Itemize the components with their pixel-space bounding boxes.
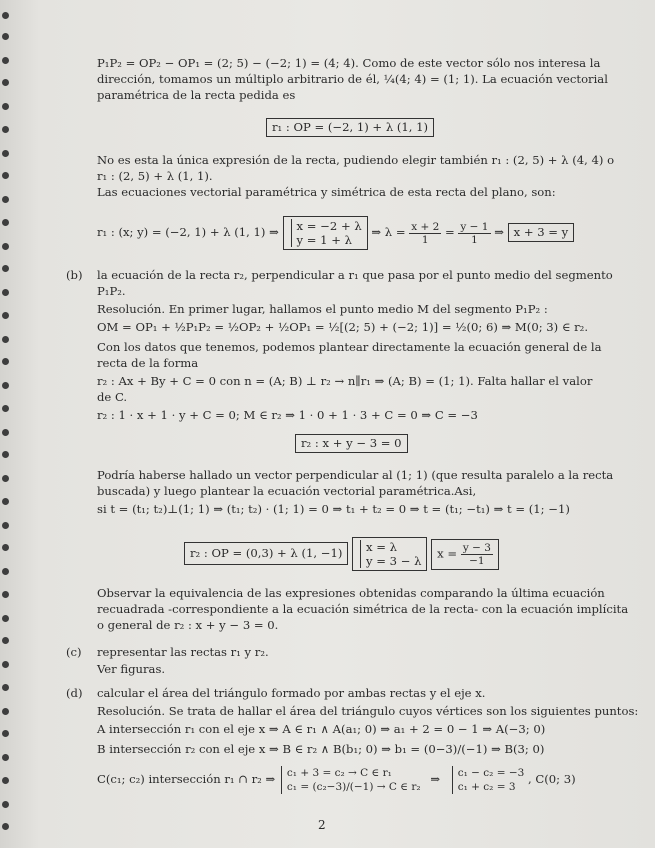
boxed-equation-r2 [295,434,408,453]
equation-line-c [97,766,576,794]
equation-part: r₁ : (x; y) = (−2, 1) + λ (1, 1) ⇒ [97,225,279,239]
equation-line-r2 [184,537,499,571]
system-row: x = −2 + λ [296,219,362,233]
fraction-denominator: −1 [469,554,485,567]
text-line: paramétrica de la recta pedida es [97,88,296,102]
equation-line-r1 [97,216,574,250]
equation-part: ⇒ λ = [371,225,406,239]
text-line: A intersección r₁ con el eje x ⇒ A ∈ r₁ ∧ A(a₁; 0) ⇒ a₁ + 2 = 0 − 1 ⇒ A(−3; 0) [97,722,546,736]
fraction-denominator: 1 [471,233,478,246]
text-line: OM = OP₁ + ½P₁P₂ = ½OP₂ + ½OP₁ = ½[(2; 5) + (−2; 1)] = ½(0; 6) ⇒ M(0; 3) ∈ r₂. [97,320,589,334]
text-line: o general de r₂ : x + y − 3 = 0. [97,618,279,632]
text-line: recta de la forma [97,356,199,370]
text-line: dirección, tomamos un múltiplo arbitrario de él, ¼(4; 4) = (1; 1). La ecuación vectorial [97,72,608,86]
system-row: y = 1 + λ [296,233,352,247]
equation-part: ⇒ [494,225,504,239]
system-row: c₁ + 3 = c₂ → C ∈ r₁ [286,767,392,779]
equation-part: ⇒ [430,772,441,786]
equation-box: x + 3 = y [508,223,575,242]
fraction [458,221,490,246]
text-line: representar las rectas r₁ y r₂. [97,645,269,659]
page-number: 2 [318,818,326,832]
text-line: r₁ : (2, 5) + λ (1, 1). [97,169,213,183]
text-line: si t = (t₁; t₂)⊥(1; 1) ⇒ (t₁; t₂) · (1; 1) = 0 ⇒ t₁ + t₂ = 0 ⇒ t = (t₁; −t₁) ⇒ t = (1; −1) [97,502,570,516]
text-line: de C. [97,390,128,404]
equation-system [291,219,362,247]
system-row: c₁ + c₂ = 3 [457,781,516,793]
text-line: r₂ : Ax + By + C = 0 con n = (A; B) ⊥ r₂ → n∥r₁ ⇒ (A; B) = (1; 1). Falta hallar el valor [97,374,593,388]
text-line: Con los datos que tenemos, podemos plantear directamente la ecuación general de la [97,340,602,354]
boxed-equation-r1 [266,118,434,137]
fraction-numerator: y − 1 [460,220,489,233]
system-row: c₁ = (c₂−3)/(−1) → C ∈ r₂ [286,781,421,793]
text-line: buscada) y luego plantear la ecuación vectorial paramétrica.Asi, [97,484,477,498]
equation-box [431,539,499,570]
part-label-d: (d) [66,686,83,700]
equation-box: r₂ : OP = (0,3) + λ (1, −1) [184,542,348,565]
text-line: Resolución. Se trata de hallar el área del triángulo cuyos vértices son los siguientes puntos: [97,704,639,718]
text-line: No es esta la única expresión de la recta, pudiendo elegir también r₁ : (2, 5) + λ (4, 4) o [97,153,615,167]
text-line: la ecuación de la recta r₂, perpendicular a r₁ que pasa por el punto medio del segmento [97,268,613,282]
fraction-numerator: y − 3 [462,541,491,554]
equation-system [360,540,421,568]
equation-part: = [445,225,455,239]
part-label-b: (b) [66,268,83,282]
system-box [283,216,368,250]
system-row: c₁ − c₂ = −3 [457,767,525,779]
text-line: Resolución. En primer lugar, hallamos el punto medio M del segmento P₁P₂ : [97,302,548,316]
fraction [409,221,441,246]
equation-system [281,766,421,794]
equation-box: r₂ : x + y − 3 = 0 [295,434,408,453]
equation-part: x = [437,546,458,560]
text-line: P₁P₂. [97,284,126,298]
text-line: Las ecuaciones vectorial paramétrica y simétrica de esta recta del plano, son: [97,185,556,199]
part-label-c: (c) [66,645,82,659]
text-line: B intersección r₂ con el eje x ⇒ B ∈ r₂ ∧ B(b₁; 0) ⇒ b₁ = (0−3)/(−1) ⇒ B(3; 0) [97,742,545,756]
text-line: calcular el área del triángulo formado por ambas rectas y el eje x. [97,686,486,700]
equation-system [452,766,525,794]
text-line: P₁P₂ = OP₂ − OP₁ = (2; 5) − (−2; 1) = (4; 4). Como de este vector sólo nos interesa la [97,56,601,70]
text-line: r₂ : 1 · x + 1 · y + C = 0; M ∈ r₂ ⇒ 1 · 0 + 1 · 3 + C = 0 ⇒ C = −3 [97,408,478,422]
equation-part: , C(0; 3) [528,772,576,786]
fraction-denominator: 1 [421,233,429,246]
equation-part: C(c₁; c₂) intersección r₁ ∩ r₂ ⇒ [97,772,276,786]
system-row: y = 3 − λ [366,554,422,568]
text-line: Podría haberse hallado un vector perpendicular al (1; 1) (que resulta paralelo a la recta [97,468,614,482]
system-row: x = λ [366,540,398,554]
text-line: Observar la equivalencia de las expresiones obtenidas comparando la última ecuación [97,586,605,600]
equation-box: r₁ : OP = (−2, 1) + λ (1, 1) [266,118,434,137]
text-line: Ver figuras. [97,662,166,676]
fraction [461,542,493,567]
text-line: recuadrada -correspondiente a la ecuación simétrica de la recta- con la ecuación implícita [97,602,629,616]
system-box [352,537,427,571]
fraction-numerator: x + 2 [411,220,440,233]
